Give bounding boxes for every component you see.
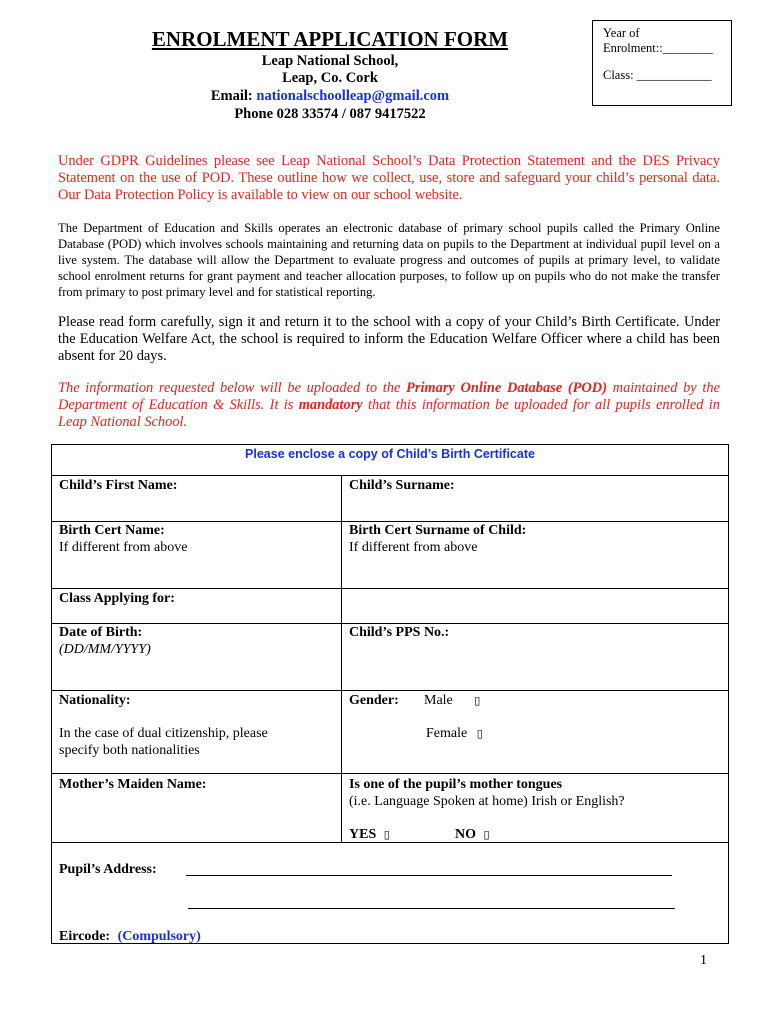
gender-female-option[interactable]: Female ▯ xyxy=(426,726,483,741)
eircode-compulsory-note: (Compulsory) xyxy=(117,929,201,944)
pod-notice xyxy=(58,380,720,431)
gender-label: Gender: xyxy=(349,693,399,708)
row-divider xyxy=(52,690,728,691)
year-label: Year of xyxy=(603,26,640,40)
eircode-field[interactable]: Eircode: (Compulsory) xyxy=(59,929,201,944)
first-name-field[interactable]: Child’s First Name: xyxy=(59,478,178,493)
address-line-2[interactable] xyxy=(188,908,675,909)
address-line-1[interactable] xyxy=(186,875,672,876)
class-field[interactable]: Class: ____________ xyxy=(603,68,712,82)
year-of-enrolment-box xyxy=(592,20,732,106)
email-label: Email: xyxy=(210,88,253,104)
mother-tongue-note: (i.e. Language Spoken at home) Irish or English? xyxy=(349,794,625,809)
phone-line: Phone 028 33574 / 087 9417522 xyxy=(234,106,426,122)
school-location: Leap, Co. Cork xyxy=(282,70,378,86)
birth-cert-surname-field[interactable]: Birth Cert Surname of Child: If different from above xyxy=(349,523,527,555)
mother-tongue-yes-option[interactable]: YES ▯ xyxy=(349,827,390,842)
class-applying-field[interactable]: Class Applying for: xyxy=(59,591,175,606)
birth-cert-name-note: If different from above xyxy=(59,540,188,555)
gdpr-notice: Under GDPR Guidelines please see Leap National School’s Data Protection Statement and the DES Privacy Statement on the use of POD. These outline how we collect, use, store and safeguard your child’s personal data. Our Data Protection Policy is available to view on our school website. xyxy=(58,153,720,203)
mother-tongue-no-option[interactable]: NO ▯ xyxy=(455,827,490,842)
row-divider xyxy=(52,773,728,774)
email-link[interactable]: nationalschoolleap@gmail.com xyxy=(256,88,450,104)
address-label: Pupil’s Address: xyxy=(59,862,157,877)
pod-notice-bold1: Primary Online Database (POD) xyxy=(406,380,607,396)
dual-citizenship-note: In the case of dual citizenship, please specify both nationalities xyxy=(59,726,268,758)
birth-cert-surname-note: If different from above xyxy=(349,540,478,555)
male-checkbox[interactable]: ▯ xyxy=(474,694,481,707)
yes-checkbox[interactable]: ▯ xyxy=(383,828,390,841)
pod-notice-part2: maintained by the Department of Education & Skills. It is xyxy=(58,380,720,413)
row-divider xyxy=(52,588,728,589)
gender-male-option[interactable]: Male ▯ xyxy=(424,693,481,708)
enrolment-field[interactable]: Enrolment::________ xyxy=(603,41,713,55)
page-number: 1 xyxy=(700,953,707,968)
email-line xyxy=(50,87,610,105)
no-checkbox[interactable]: ▯ xyxy=(483,828,490,841)
form-title: ENROLMENT APPLICATION FORM xyxy=(151,27,509,51)
birth-cert-name-field[interactable]: Birth Cert Name: If different from above xyxy=(59,523,188,555)
pps-number-field[interactable]: Child’s PPS No.: xyxy=(349,625,450,640)
pod-notice-part1: The information requested below will be uploaded to the xyxy=(58,380,407,396)
pod-notice-part3: that this information be uploaded for all pupils enrolled in Leap National School. xyxy=(58,397,720,430)
pod-notice-bold2: mandatory xyxy=(298,397,363,413)
column-divider xyxy=(341,475,342,842)
female-checkbox[interactable]: ▯ xyxy=(476,727,483,740)
row-divider xyxy=(52,475,728,476)
nationality-field[interactable]: Nationality: xyxy=(59,693,131,708)
department-notice: The Department of Education and Skills operates an electronic database of primary school pupils called the Primary Online Database (POD) which involves schools maintaining and returning data on pupils to the Department at individual pupil level on a live system. The database will allow the Department to evaluate progress and outcomes of pupils at primary level, to validate school enrolment returns for grant payment and teacher allocation purposes, to follow up on pupils who do not make the transfer from primary to post primary level and for statistical reporting. xyxy=(58,221,720,299)
row-divider xyxy=(52,842,728,843)
school-name: Leap National School, xyxy=(261,53,399,69)
enrolment-form-table xyxy=(51,444,729,944)
dob-format-hint: (DD/MM/YYYY) xyxy=(59,642,151,657)
mothers-maiden-name-field[interactable]: Mother’s Maiden Name: xyxy=(59,777,207,792)
instructions-paragraph: Please read form carefully, sign it and return it to the school with a copy of your Child’s Birth Certificate. Under the Education Welfare Act, the school is required to inform the Education Welfare Officer where a child has been absent for 20 days. xyxy=(58,314,720,364)
enclose-certificate-note: Please enclose a copy of Child’s Birth Certificate xyxy=(245,447,535,461)
surname-field[interactable]: Child’s Surname: xyxy=(349,478,455,493)
date-of-birth-field[interactable]: Date of Birth: (DD/MM/YYYY) xyxy=(59,625,151,657)
mother-tongue-question: Is one of the pupil’s mother tongues (i.e. Language Spoken at home) Irish or English? xyxy=(349,777,625,809)
